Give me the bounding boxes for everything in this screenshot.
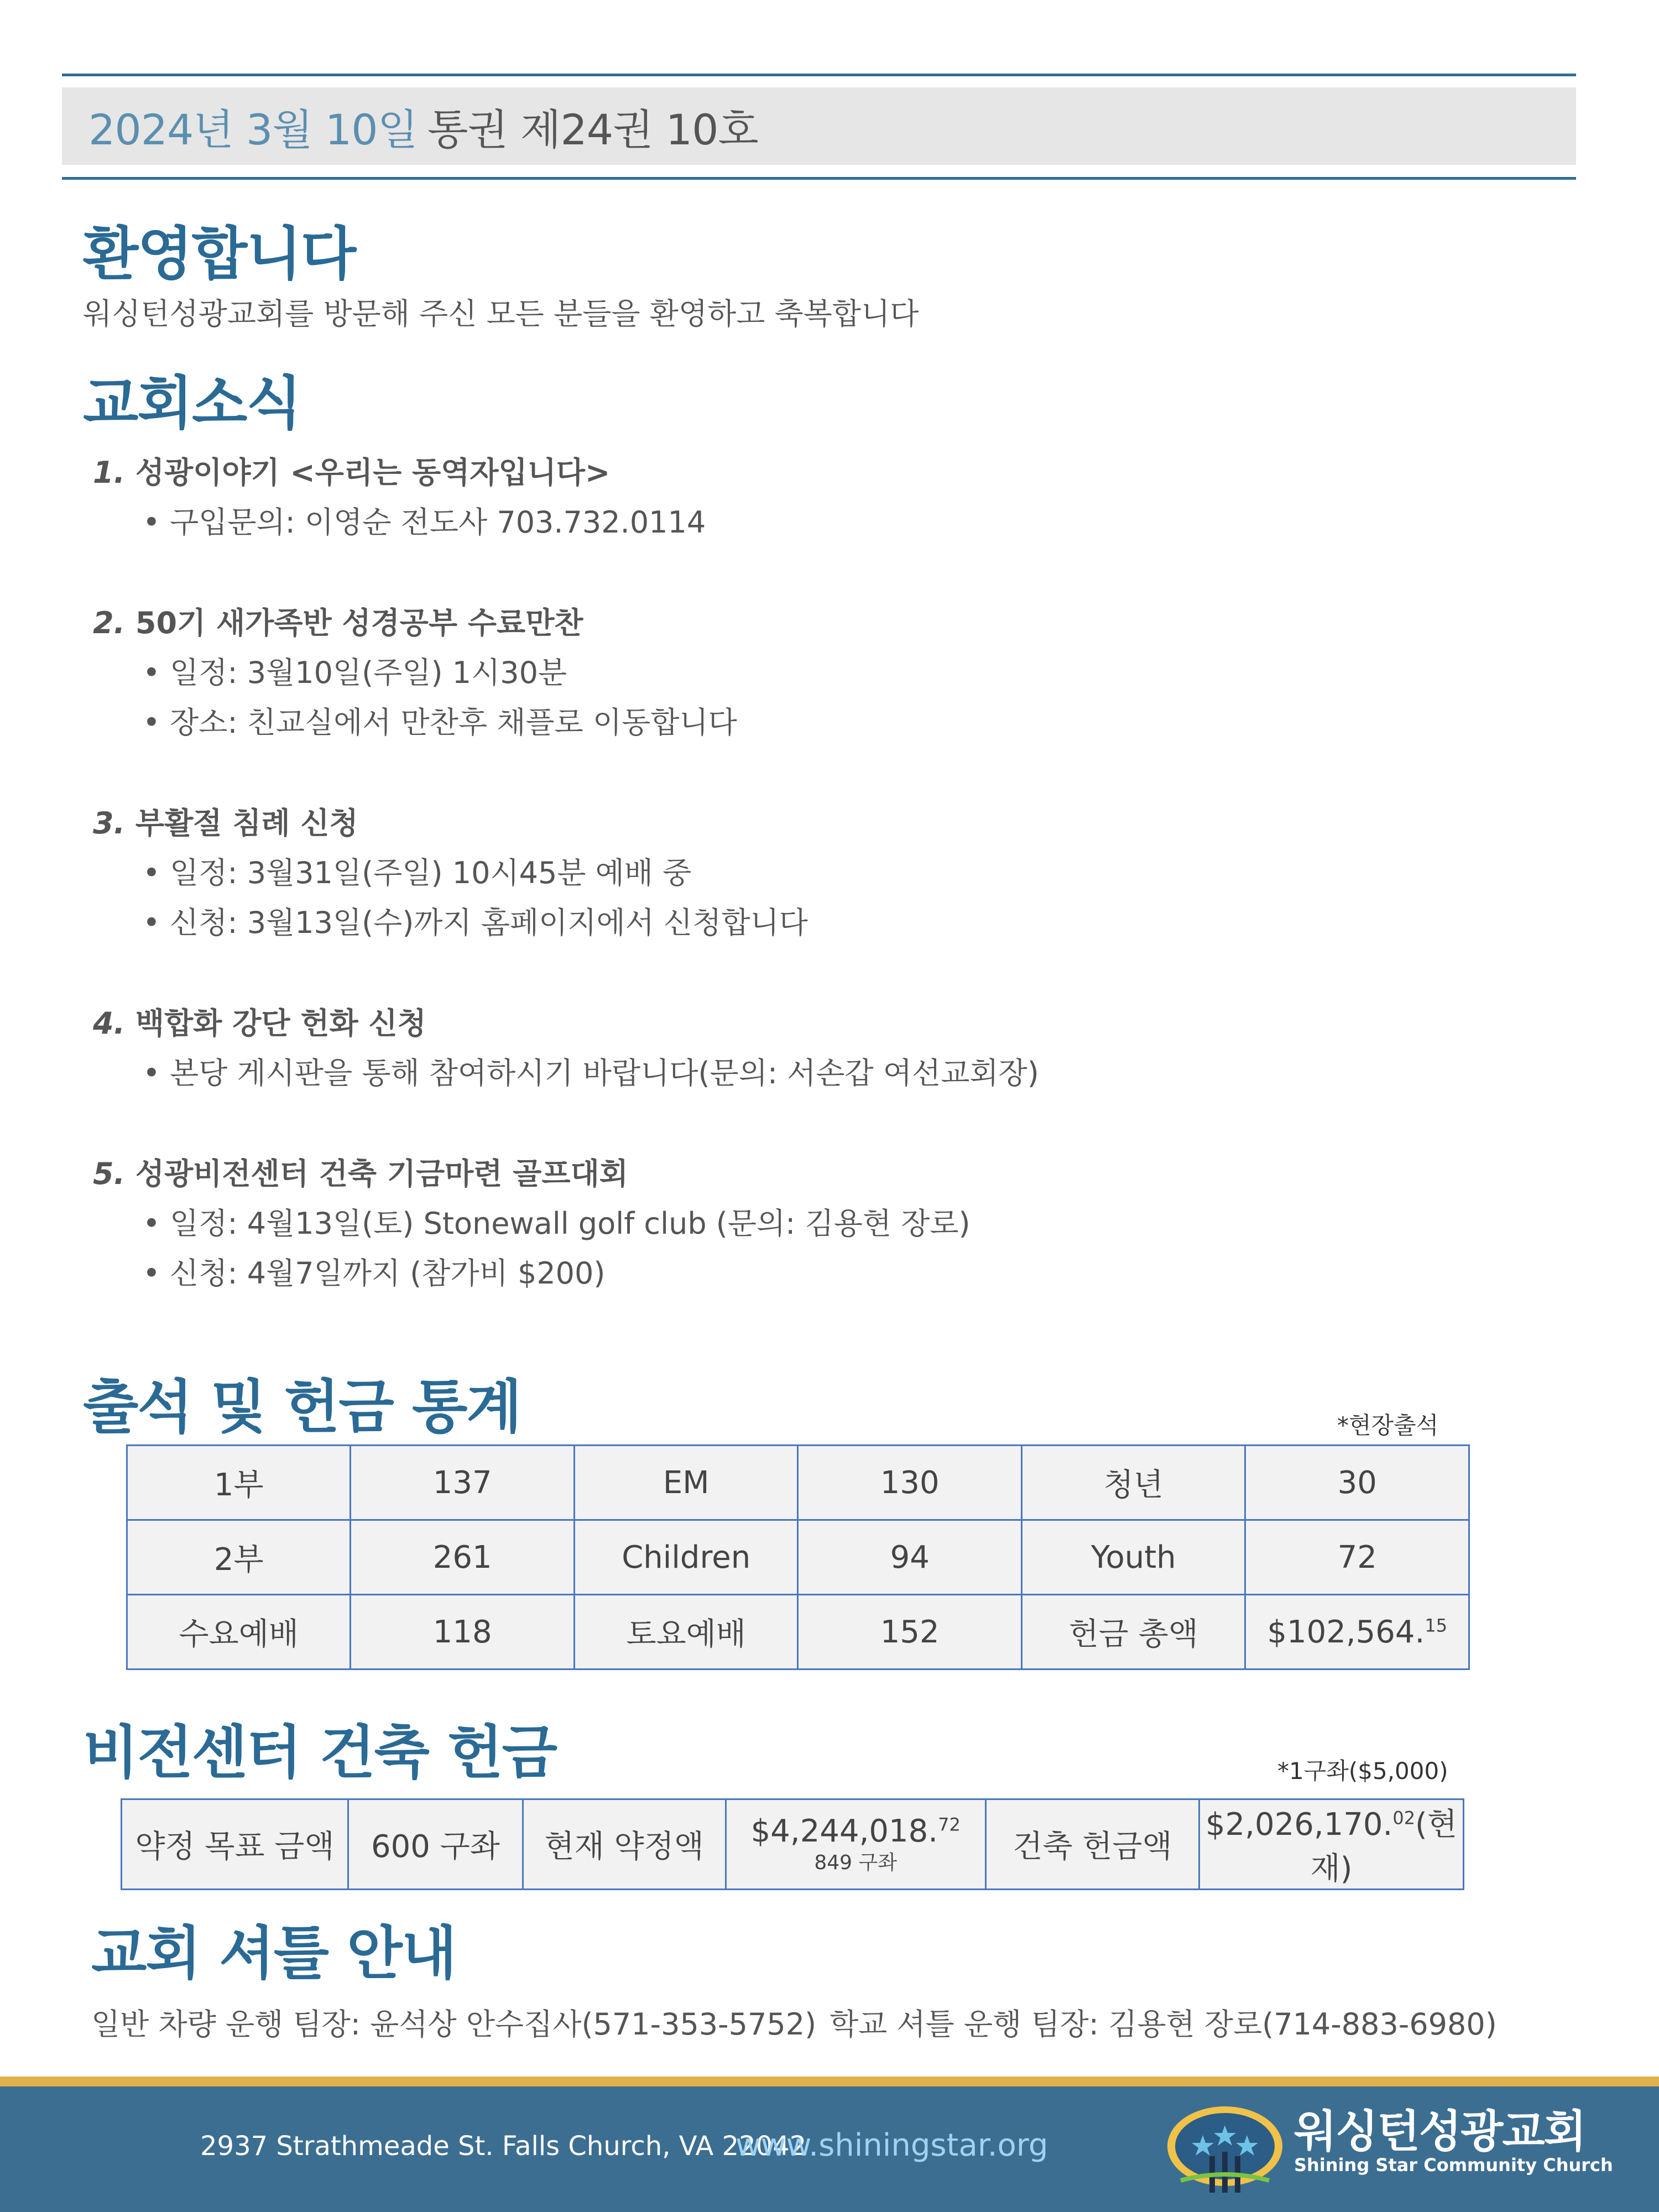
news-item [93,448,1420,547]
vision-table [121,1798,1464,1890]
footer-stripe [0,2077,1659,2086]
table-cell: 118 [351,1595,574,1670]
welcome-text: 워싱턴성광교회를 방문해 주신 모든 분들을 환영하고 축복합니다 [83,296,919,331]
table-cell: 137 [351,1446,574,1520]
table-cell: 청년 [1021,1446,1245,1520]
news-item-detail: • 일정: 3월10일(주일) 1시30분 [143,655,567,690]
news-item-detail: • 일정: 4월13일(토) Stonewall golf club (문의: 김용현 장로) [143,1206,971,1241]
table-cell: 토요예배 [574,1595,797,1670]
vision-note: *1구좌($5,000) [1277,1757,1448,1785]
table-cell: 130 [798,1446,1021,1520]
building-label: 건축 헌금액 [985,1799,1199,1890]
banner-rule [62,177,1576,180]
news-item-title: 4. 백합화 강단 헌화 신청 [93,1006,426,1041]
offering-cents: 15 [1425,1614,1448,1636]
goal-value: 600 구좌 [348,1799,523,1890]
table-cell: 수요예배 [127,1595,351,1670]
footer-address: 2937 Strathmeade St. Falls Church, VA 22042 [200,2131,807,2162]
table-cell: 2부 [127,1520,351,1595]
stats-title: 출석 및 헌금 통계 [83,1373,521,1441]
footer-website-link[interactable]: www.shiningstar.org [735,2127,1048,2163]
table-cell: 30 [1245,1446,1469,1520]
shuttle-title: 교회 셔틀 안내 [91,1919,456,1987]
stats-note: *현장출석 [1337,1412,1439,1439]
news-item [93,1149,1420,1298]
news-item-detail: • 일정: 3월31일(주일) 10시45분 예배 중 [143,855,692,890]
current-accounts: 849 구좌 [814,1851,898,1874]
church-logo-icon [1164,2103,1286,2197]
table-cell: 261 [351,1520,574,1595]
table-cell: Children [574,1520,797,1595]
logo-english: Shining Star Community Church [1294,2154,1613,2176]
building-value-cell: $2,026,170.02(현재) [1199,1799,1463,1890]
news-title: 교회소식 [83,369,301,437]
bulletin-date: 2024년 3월 10일 [88,105,418,154]
logo-korean: 워싱턴성광교회 [1294,2106,1585,2157]
table-cell: 72 [1245,1520,1469,1595]
news-item [93,598,1420,748]
footer [0,2086,1659,2212]
church-logo-text [1294,2106,1613,2176]
table-cell: 1부 [127,1446,351,1520]
welcome-title: 환영합니다 [83,220,356,288]
offering-total: $102,564. [1267,1614,1425,1650]
news-item-title: 5. 성광비전센터 건축 기금마련 골프대회 [93,1156,628,1191]
vision-title: 비전센터 건축 헌금 [83,1719,557,1786]
stats-table [126,1444,1470,1670]
table-row [127,1595,1469,1670]
news-list [93,448,1420,1349]
table-row [122,1799,1464,1890]
bulletin-issue: 통권 제24권 10호 [427,105,758,154]
table-cell: 헌금 총액 [1021,1595,1245,1670]
top-rule [62,74,1576,76]
table-cell: Youth [1021,1520,1245,1595]
goal-label: 약정 목표 금액 [122,1799,348,1890]
shuttle-school: 학교 셔틀 운행 팀장: 김용현 장로(714-883-6980) [830,2007,1497,2042]
table-cell: EM [574,1446,797,1520]
news-item-title: 1. 성광이야기 <우리는 동역자입니다> [93,455,611,490]
offering-total-cell [1245,1595,1469,1670]
current-value: $4,244,018.72 [750,1813,961,1849]
current-label: 현재 약정액 [523,1799,726,1890]
table-row [127,1446,1469,1520]
news-item [93,799,1420,948]
table-cell: 94 [798,1520,1021,1595]
news-item-title: 2. 50기 새가족반 성경공부 수료만찬 [93,606,583,640]
news-item-title: 3. 부활절 침례 신청 [93,806,358,841]
current-value-cell [726,1799,985,1890]
news-item-detail: • 본당 게시판을 통해 참여하시기 바랍니다(문의: 서손갑 여선교회장) [143,1056,1039,1091]
news-item-detail: • 구입문의: 이영순 전도사 703.732.0114 [143,505,706,540]
news-item-detail: • 신청: 3월13일(수)까지 홈페이지에서 신청합니다 [143,905,808,940]
shuttle-general: 일반 차량 운행 팀장: 윤석상 안수집사(571-353-5752) [91,2007,817,2042]
table-cell: 152 [798,1595,1021,1670]
news-item-detail: • 신청: 4월7일까지 (참가비 $200) [143,1256,606,1291]
date-banner [62,87,1576,165]
news-item [93,999,1420,1098]
table-row [127,1520,1469,1595]
news-item-detail: • 장소: 친교실에서 만찬후 채플로 이동합니다 [143,705,737,740]
